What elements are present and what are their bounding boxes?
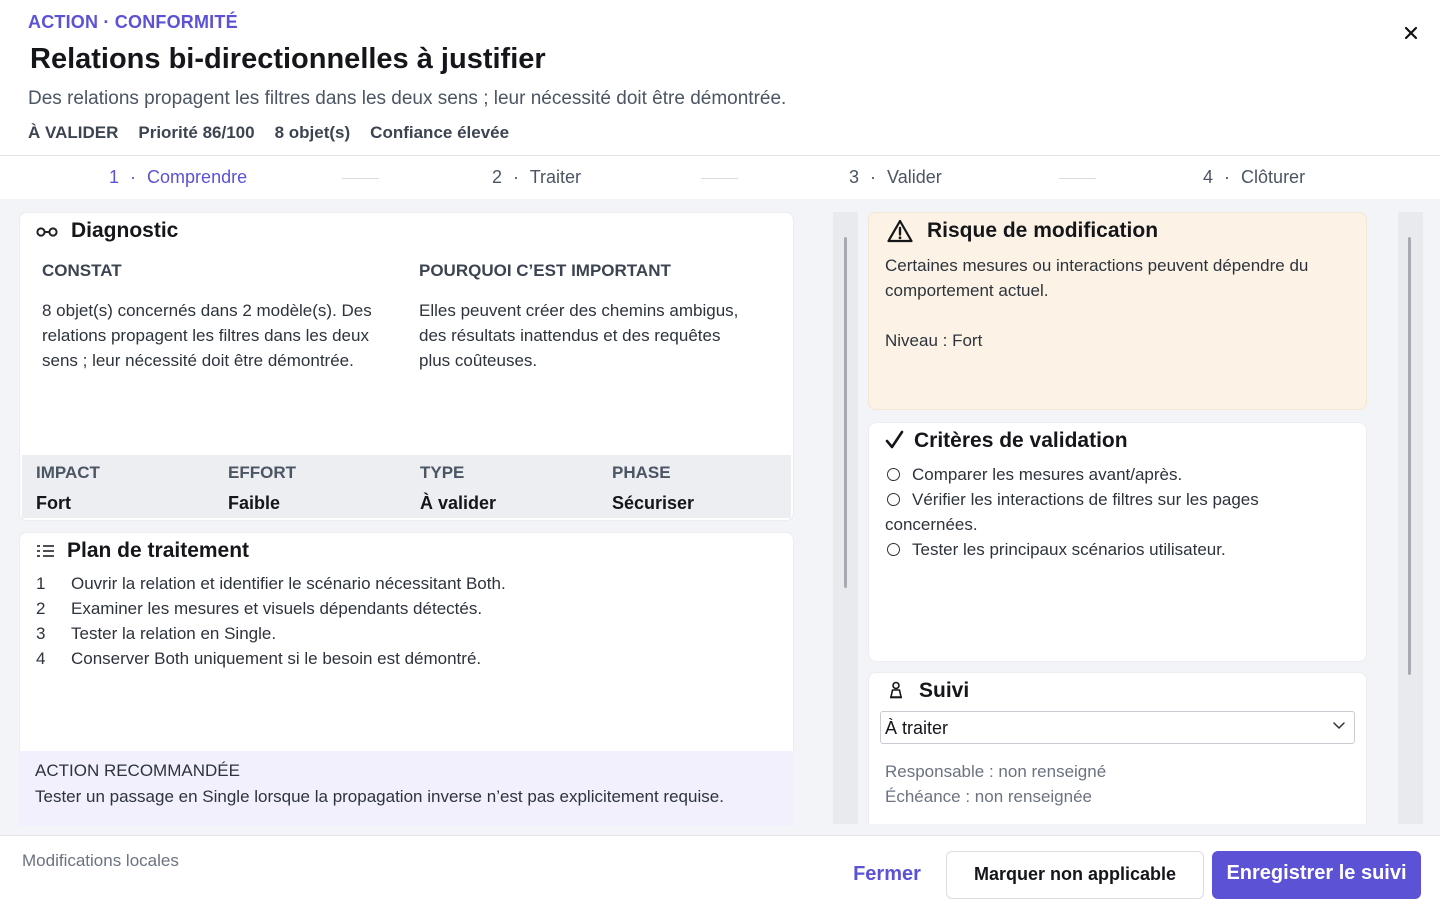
type-value: À valider: [420, 493, 497, 513]
risk-level: Niveau : Fort: [885, 331, 983, 350]
recommended-action: [18, 751, 794, 826]
constat-line: 8 objet(s) concernés dans 2 modèle(s). Des: [42, 301, 372, 320]
suivi-card: [868, 672, 1367, 824]
step-number: 4: [1203, 167, 1214, 187]
step-connector: [1059, 178, 1096, 179]
pourquoi-text: [419, 298, 738, 373]
pourquoi-line: plus coûteuses.: [419, 351, 538, 370]
status-select-value: À traiter: [885, 718, 949, 738]
plan-step-text: Tester la relation en Single.: [71, 624, 277, 643]
scrollbar-thumb[interactable]: [844, 237, 847, 588]
effort-label: EFFORT: [228, 463, 296, 482]
stepper: [0, 157, 1440, 199]
category-eyebrow: ACTION · CONFORMITÉ: [28, 12, 238, 32]
plan-step-number: 1: [36, 574, 46, 593]
constat-line: sens ; leur nécessité doit être démontrée.: [42, 351, 354, 370]
risk-line: Certaines mesures ou interactions peuvent dépendre du: [885, 256, 1309, 275]
criteria-title: Critères de validation: [914, 429, 1128, 452]
criteria-card: [868, 422, 1367, 662]
radio-circle-icon: [887, 493, 900, 506]
save-tracking-button[interactable]: Enregistrer le suivi: [1212, 851, 1421, 899]
warning-icon: [887, 219, 913, 248]
step-label: Clôturer: [1241, 167, 1306, 187]
criteria-item[interactable]: [885, 462, 1182, 487]
diagnostic-title: Diagnostic: [71, 219, 179, 242]
plan-step-text: Conserver Both uniquement si le besoin est démontré.: [71, 649, 482, 668]
recommended-action-text: Tester un passage en Single lorsque la propagation inverse n’est pas explicitement requise.: [35, 787, 724, 806]
step-separator: ·: [870, 167, 877, 187]
step-number: 3: [849, 167, 860, 187]
criteria-text: Tester les principaux scénarios utilisateur.: [912, 540, 1226, 559]
impact-value: Fort: [36, 493, 71, 513]
effort-value: Faible: [228, 493, 281, 513]
close-icon[interactable]: [1398, 20, 1424, 46]
step-label: Comprendre: [147, 167, 248, 187]
close-button[interactable]: Fermer: [853, 863, 921, 885]
meta-row: [28, 123, 509, 143]
chevron-down-icon: [1332, 718, 1346, 732]
dialog-title: Relations bi-directionnelles à justifier: [30, 43, 546, 75]
criteria-item[interactable]: [885, 537, 1226, 562]
step-separator: ·: [1224, 167, 1231, 187]
plan-step-number: 2: [36, 599, 46, 618]
plan-step-number: 3: [36, 624, 46, 643]
status-badge: À VALIDER: [28, 123, 119, 142]
scrollbar-thumb-right[interactable]: [1408, 237, 1411, 675]
metrics-strip: [22, 455, 791, 518]
step-valider[interactable]: [849, 167, 942, 188]
phase-label: PHASE: [612, 463, 671, 482]
checkmark-icon: [885, 429, 905, 456]
list-icon: [36, 541, 56, 566]
risk-title: Risque de modification: [927, 219, 1159, 242]
status-select[interactable]: [880, 711, 1355, 744]
dialog-footer: [0, 835, 1440, 900]
impact-label: IMPACT: [36, 463, 100, 482]
constat-text: [42, 298, 372, 373]
risk-line: comportement actuel.: [885, 281, 1049, 300]
step-comprendre[interactable]: [109, 167, 247, 188]
radio-circle-icon: [887, 543, 900, 556]
plan-card: [19, 532, 794, 751]
radio-circle-icon: [887, 468, 900, 481]
criteria-text: Vérifier les interactions de filtres sur les pages: [912, 490, 1259, 509]
mark-not-applicable-button[interactable]: Marquer non applicable: [946, 851, 1204, 899]
step-label: Valider: [887, 167, 942, 187]
echeance-text: Échéance : non renseignée: [885, 787, 1092, 806]
responsable-text: Responsable : non renseigné: [885, 762, 1107, 781]
step-traiter[interactable]: [492, 167, 581, 188]
object-count-badge: 8 objet(s): [274, 123, 351, 142]
suivi-title: Suivi: [919, 679, 970, 702]
risk-card: [868, 212, 1367, 410]
pourquoi-line: Elles peuvent créer des chemins ambigus,: [419, 301, 739, 320]
step-number: 2: [492, 167, 503, 187]
plan-step-number: 4: [36, 649, 46, 668]
step-cloturer[interactable]: [1203, 167, 1305, 188]
step-connector: [342, 178, 379, 179]
confidence-badge: Confiance élevée: [370, 123, 510, 142]
criteria-text: concernées.: [885, 515, 978, 534]
dialog-subtitle: Des relations propagent les filtres dans les deux sens ; leur nécessité doit être démontrée.: [28, 88, 787, 109]
step-separator: ·: [513, 167, 520, 187]
step-number: 1: [109, 167, 120, 187]
criteria-item[interactable]: [885, 487, 1259, 537]
priority-badge: Priorité 86/100: [138, 123, 255, 142]
step-connector: [701, 178, 738, 179]
pourquoi-label: POURQUOI C’EST IMPORTANT: [419, 261, 671, 280]
pourquoi-line: des résultats inattendus et des requêtes: [419, 326, 721, 345]
plan-step-text: Examiner les mesures et visuels dépendants détectés.: [71, 599, 483, 618]
recommended-action-label: ACTION RECOMMANDÉE: [35, 761, 240, 780]
type-label: TYPE: [420, 463, 465, 482]
risk-text: [885, 253, 1308, 303]
local-changes-note: Modifications locales: [22, 851, 179, 870]
close-icon-glyph: [1398, 20, 1424, 46]
constat-line: relations propagent les filtres dans les deux: [42, 326, 369, 345]
plan-title: Plan de traitement: [67, 539, 250, 562]
link-icon: [35, 221, 59, 246]
step-separator: ·: [130, 167, 137, 187]
dialog-header: [0, 0, 1440, 156]
criteria-text: Comparer les mesures avant/après.: [912, 465, 1183, 484]
constat-label: CONSTAT: [42, 261, 122, 280]
step-label: Traiter: [529, 167, 582, 187]
person-icon: [888, 681, 904, 704]
plan-step-text: Ouvrir la relation et identifier le scénario nécessitant Both.: [71, 574, 506, 593]
phase-value: Sécuriser: [612, 493, 695, 513]
